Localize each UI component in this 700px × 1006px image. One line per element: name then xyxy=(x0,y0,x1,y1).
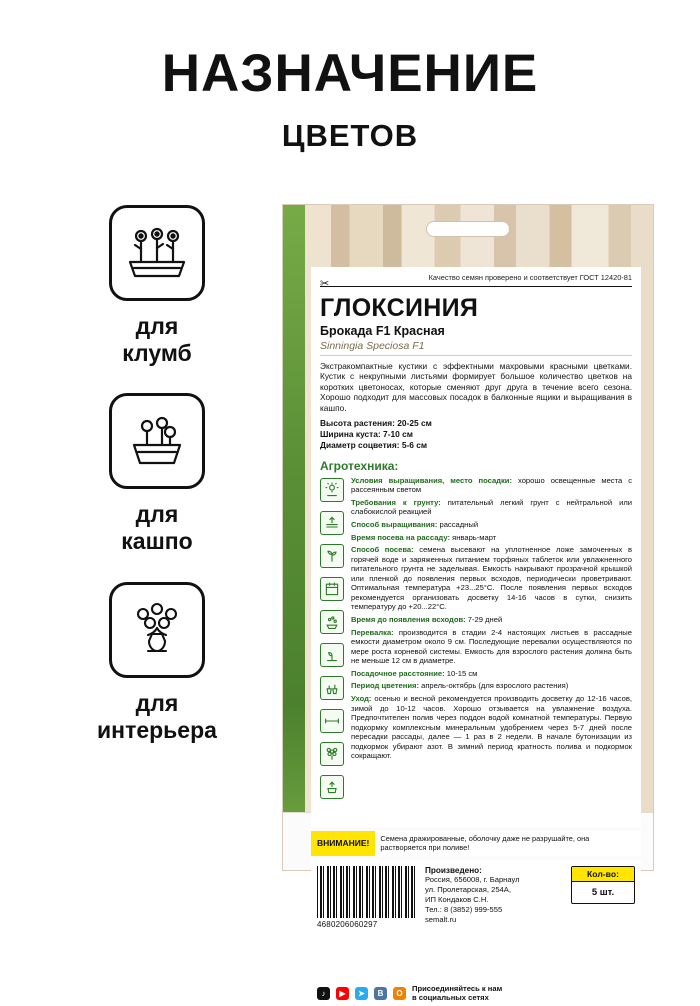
packet-latin-name: Sinningia Speciosa F1 xyxy=(320,340,632,356)
social-block xyxy=(311,980,641,1006)
agrotechnics-icon-column xyxy=(320,476,346,808)
agro-row xyxy=(351,669,632,679)
agro-label: Время посева на рассаду: xyxy=(351,532,450,542)
agro-row xyxy=(351,628,632,666)
ok-icon: O xyxy=(393,987,406,1000)
agro-text: апрель-октябрь (для взрослого растения) xyxy=(418,681,569,691)
agro-text: 7-29 дней xyxy=(465,615,503,625)
manufacturer-block xyxy=(423,860,567,975)
sprout-icon xyxy=(320,643,344,667)
agro-label: Требования к грунту: xyxy=(351,497,441,507)
manufacturer-line: ул. Пролетарская, 254А, xyxy=(425,885,511,895)
agro-text: январь-март xyxy=(450,532,497,542)
tiktok-icon: ♪ xyxy=(317,987,330,1000)
attention-banner xyxy=(311,831,641,856)
page-title xyxy=(0,46,700,154)
barcode-block xyxy=(311,860,423,975)
feature-item-interior xyxy=(62,582,252,744)
manufacturer-title: Произведено: xyxy=(425,866,482,875)
soil-icon xyxy=(320,511,344,535)
agro-label: Способ выращивания: xyxy=(351,519,438,529)
agro-row xyxy=(351,476,632,495)
sowing-icon xyxy=(320,610,344,634)
gost-note: Качество семян проверено и соответствует ГОСТ 12420-81 xyxy=(320,273,632,287)
flowerbed-icon xyxy=(109,205,205,301)
care-icon xyxy=(320,775,344,799)
agro-label: Уход: xyxy=(351,693,372,703)
packet-specs xyxy=(320,418,632,452)
agrotechnics-title: Агротехника: xyxy=(320,458,399,473)
manufacturer-line: ИП Кондаков С.Н. xyxy=(425,895,489,905)
barcode-image xyxy=(317,866,417,918)
quantity-value: 5 шт. xyxy=(591,887,615,898)
agro-text: рассадный xyxy=(437,519,479,529)
manufacturer-line: Россия, 656008, г. Барнаул xyxy=(425,875,520,884)
planter-pot-icon xyxy=(109,393,205,489)
agro-row xyxy=(351,498,632,517)
bloom-icon xyxy=(320,742,344,766)
packet-description: Экстракомпактные кустики с эффектными махровыми красными цветками. Кустик с некрупными листьями формирует большое количество цветков на коротких цветоносах, которые сменяют друг друга в течение всего сезона. Хорошо подходит для массовых посадок в балконные ящики и выращивания в кашпо. xyxy=(320,360,632,414)
agro-row xyxy=(351,533,632,543)
telegram-icon: ➤ xyxy=(355,987,368,1000)
agro-text: хорошо освещенные места с рассеянным светом xyxy=(351,475,633,495)
scissors-icon: ✂ xyxy=(320,277,330,290)
calendar-icon xyxy=(320,577,344,601)
feature-caption: для клумб xyxy=(122,313,192,367)
spec-width: Ширина куста: 7-10 см xyxy=(320,429,413,440)
agrotechnics-section xyxy=(320,476,632,808)
feature-list xyxy=(62,205,252,770)
feature-caption: для интерьера xyxy=(97,689,217,743)
agro-label: Время до появления всходов: xyxy=(351,615,466,625)
agro-text: семена высевают на уплотненное ложе замоченных в горячей воде и заряженных питанием торфяных таблеток или увлажненного питательного грунта не заделывая. Емкость накрывают прозрачной крышкой или пленкой до появления первых всходов, периодически проветривают. Оптимальная температура +23...25°C. После появления первых всходов рекомендуется организовать досветку 14-16 часов в сутки, снизить температуру до +20...22°C. xyxy=(351,545,632,612)
manufacturer-website: semalt.ru xyxy=(425,915,457,925)
manufacturer-line: Тел.: 8 (3852) 999-555 xyxy=(425,905,503,915)
packet-green-stripe xyxy=(283,205,305,870)
packet-info-sheet xyxy=(311,267,641,827)
agrotechnics-rows xyxy=(351,476,632,808)
headline-line-1: НАЗНАЧЕНИЕ xyxy=(161,44,539,103)
feature-item-planter xyxy=(62,393,252,555)
agro-text: 10-15 см xyxy=(444,668,478,678)
packet-title: ГЛОКСИНИЯ xyxy=(320,293,479,322)
spec-bloom-diameter: Диаметр соцветия: 5-6 см xyxy=(320,440,428,451)
attention-text: Семена дражированные, оболочку даже не разрушайте, она растворяется при поливе! xyxy=(375,831,641,856)
agro-label: Посадочное расстояние: xyxy=(351,668,445,678)
agro-text: питательный легкий грунт с нейтральной или слабокислой реакцией xyxy=(351,497,632,517)
attention-tag: ВНИМАНИЕ! xyxy=(311,831,375,856)
packet-subtitle: Брокада F1 Красная xyxy=(320,323,445,338)
agro-row xyxy=(351,694,632,761)
barcode-number: 4680206060297 xyxy=(317,920,378,929)
agro-label: Способ посева: xyxy=(351,545,414,555)
agro-row xyxy=(351,681,632,691)
agro-label: Период цветения: xyxy=(351,681,419,691)
quantity-label: Кол-во: xyxy=(572,867,634,882)
headline-line-2: ЦВЕТОВ xyxy=(281,117,419,153)
agro-text: производится в стадии 2-4 настоящих листьев в рассадные емкости диаметром около 9 см. Последующие перевалки осуществляются по мере роста корневой системы. Емкость для взрослого растения должна быть не меньше 12 см в диаметре. xyxy=(351,627,632,666)
packet-footer xyxy=(311,860,641,975)
agro-label: Перевалка: xyxy=(351,627,394,637)
social-text: Присоединяйтесь к нам в социальных сетях xyxy=(412,984,503,1003)
seedling-icon xyxy=(320,544,344,568)
vk-icon: B xyxy=(374,987,387,1000)
agro-label: Условия выращивания, место посадки: xyxy=(351,475,512,485)
seed-packet xyxy=(283,205,653,1003)
agro-row xyxy=(351,520,632,530)
agro-text: осенью и весной рекомендуется производить досветку до 12-16 часов, зимой до 10-12 часов. Хорошо отзывается на увлажнение воздуха. Предпочтителен полив через поддон водой комнатной температуры. Первую подкормку комплексным минеральным удобрением через 5-7 дней после пересадки рассады, далее — 1 раз в 2 недели. В начале бутонизации из подкормок убирают азот. В зимний период кратность полива и подкормок сокращают. xyxy=(351,693,632,761)
spacing-icon xyxy=(320,709,344,733)
feature-item-flowerbed xyxy=(62,205,252,367)
transplant-icon xyxy=(320,676,344,700)
bouquet-vase-icon xyxy=(109,582,205,678)
spec-height: Высота растения: 20-25 см xyxy=(320,417,432,428)
agro-row xyxy=(351,615,632,625)
agro-row xyxy=(351,545,632,612)
sun-place-icon xyxy=(320,478,344,502)
feature-caption: для кашпо xyxy=(121,501,193,555)
quantity-block xyxy=(567,860,641,975)
quantity-box xyxy=(571,866,635,904)
youtube-icon: ▶ xyxy=(336,987,349,1000)
hang-hole xyxy=(426,221,510,237)
